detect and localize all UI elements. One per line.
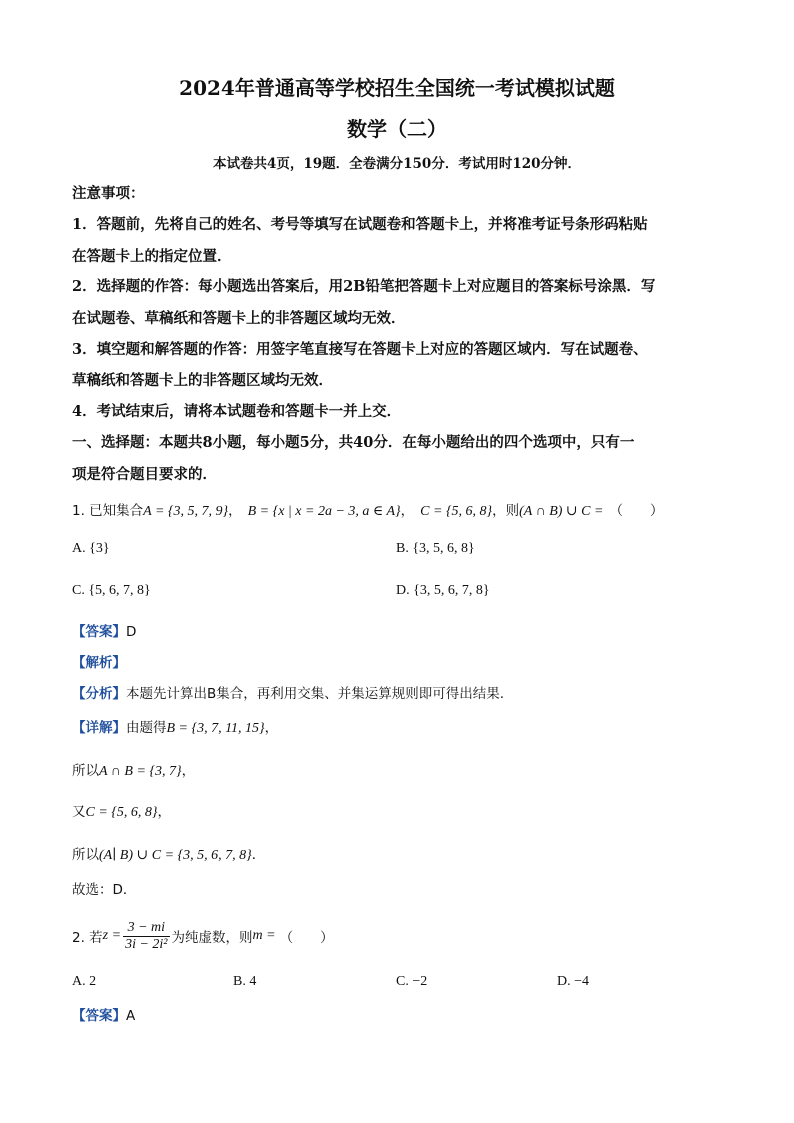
- q1-sep2: ，: [400, 503, 415, 519]
- q1-detail-1: [72, 716, 278, 737]
- q1-analysis-tag: 【解析】: [72, 655, 126, 671]
- q2-lhs: z =: [102, 928, 122, 943]
- q1-detail4-text: 所以: [72, 847, 99, 863]
- note-1-line1: 1．答题前，先将自己的姓名、考号等填写在试题卷和答题卡上，并将准考证号条形码粘贴: [72, 216, 648, 233]
- note-3-line1: 3．填空题和解答题的作答：用签字笔直接写在答题卡上对应的答题区域内．写在试题卷、: [72, 341, 648, 358]
- q1-blank: （ ）: [609, 503, 664, 519]
- q1-fenxi-tag: 【分析】: [72, 686, 126, 702]
- note-3-line2: 草稿纸和答题卡上的非答题区域均无效．: [72, 372, 333, 389]
- q1-prefix: 1. 已知集合: [72, 503, 144, 519]
- exam-info: 本试卷共4页，19题．全卷满分150分．考试用时120分钟．: [212, 156, 582, 172]
- section1-line2: 项是符合题目要求的．: [72, 466, 217, 483]
- q2-answer-value: A: [126, 1008, 136, 1024]
- q1-choose: 故选：D．: [72, 882, 137, 898]
- q2-option-d: D. −4: [557, 974, 590, 989]
- q1-set-b: B = {x | x = 2a − 3, a ∈ A}: [247, 504, 401, 519]
- q1-detail-4: [72, 843, 265, 864]
- q1-detail1-math: B = {3, 7, 11, 15}: [166, 721, 265, 736]
- q2-var: m =: [252, 928, 276, 943]
- q2-answer: [72, 1004, 135, 1024]
- exam-title: 2024年普通高等学校招生全国统一考试模拟试题: [179, 76, 615, 100]
- section1-line1: 一、选择题：本题共8小题，每小题5分，共40分．在每小题给出的四个选项中，只有一: [72, 434, 635, 451]
- q1-set-a: A = {3, 5, 7, 9}: [143, 504, 229, 519]
- q2-option-c: C. −2: [396, 974, 428, 989]
- q1-detail1-text: 由题得: [126, 720, 167, 736]
- q2-numerator: 3 − mi: [123, 920, 169, 937]
- q1-answer: [72, 620, 136, 640]
- q2-option-b: B. 4: [233, 974, 257, 989]
- q1-option-d: D. {3, 5, 6, 7, 8}: [396, 583, 490, 598]
- q1-then: ，则: [492, 503, 520, 519]
- q1-detail2-end: ，: [181, 763, 196, 779]
- q2-fraction: [123, 920, 169, 953]
- q1-fenxi: [72, 682, 504, 702]
- note-4-line1: 4．考试结束后，请将本试题卷和答题卡一并上交．: [72, 403, 402, 420]
- q1-detail3-text: 又: [72, 804, 86, 820]
- exam-subtitle: 数学（二）: [347, 117, 447, 141]
- q1-detail3-end: ，: [157, 804, 171, 820]
- q1-answer-tag: 【答案】: [72, 624, 126, 640]
- q1-detail-2: [72, 759, 195, 780]
- q1-detail1-end: ，: [264, 720, 279, 736]
- q1-option-b: B. {3, 5, 6, 8}: [396, 541, 475, 556]
- q1-detail-tag: 【详解】: [72, 720, 126, 736]
- note-1-line2: 在答题卡上的指定位置．: [72, 248, 232, 265]
- q2-stem: [72, 916, 334, 956]
- q1-detail2-text: 所以: [72, 763, 99, 779]
- q1-answer-value: D: [126, 624, 137, 640]
- q2-answer-tag: 【答案】: [72, 1008, 126, 1024]
- q1-detail4-end: ．: [251, 847, 266, 863]
- note-2-line1: 2．选择题的作答：每小题选出答案后，用2B铅笔把答题卡上对应题目的答案标号涂黑．写: [72, 278, 656, 295]
- note-2-line2: 在试题卷、草稿纸和答题卡上的非答题区域均无效．: [72, 310, 406, 327]
- q1-sep1: ，: [228, 503, 242, 519]
- q1-option-c: C. {5, 6, 7, 8}: [72, 583, 151, 598]
- q1-detail4-math: (A∣ B) ∪ C = {3, 5, 6, 7, 8}: [99, 848, 252, 863]
- q2-option-a: A. 2: [72, 974, 97, 989]
- q1-stem: [72, 499, 663, 520]
- q1-set-c: C = {5, 6, 8}: [420, 504, 493, 519]
- q2-prefix: 2. 若: [72, 930, 103, 946]
- q1-fenxi-text: 本题先计算出B集合，再利用交集、并集运算规则即可得出结果.: [126, 686, 505, 702]
- q1-option-a: A. {3}: [72, 541, 110, 556]
- q2-blank: （ ）: [279, 930, 334, 946]
- notes-heading: 注意事项：: [72, 185, 145, 202]
- q2-denominator: 3i − 2i²: [125, 936, 168, 952]
- q1-detail3-math: C = {5, 6, 8}: [85, 805, 158, 820]
- q1-detail2-math: A ∩ B = {3, 7}: [99, 764, 182, 779]
- q1-expr: (A ∩ B) ∪ C =: [519, 504, 604, 519]
- q2-suffix: 为纯虚数，则: [171, 930, 253, 946]
- q1-detail-3: [72, 800, 171, 821]
